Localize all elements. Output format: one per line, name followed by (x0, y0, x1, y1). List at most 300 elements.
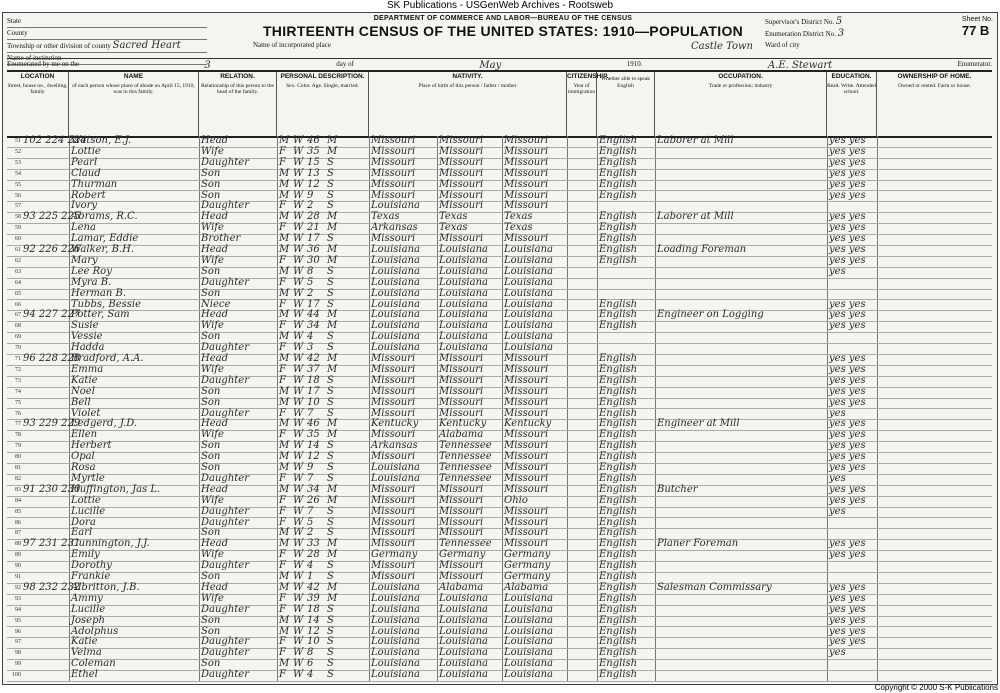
cell-age: 9 (307, 189, 314, 201)
cell-edu: yes yes (829, 189, 866, 201)
cell-lang: English (599, 396, 638, 408)
cell-ms: M (327, 549, 338, 561)
cell-lang: English (599, 244, 638, 255)
cell-lang: English (599, 211, 638, 223)
cell-rel: Head (201, 483, 229, 495)
cell-rel: Daughter (201, 407, 249, 419)
cell-rel: Son (201, 625, 221, 637)
cell-n: 99 (15, 661, 21, 668)
cell-edu: yes yes (829, 462, 866, 473)
cell-edu: yes yes (829, 244, 866, 255)
township-field (7, 40, 207, 53)
cell-fbirth: Texas (439, 211, 468, 223)
cell-mbirth: Missouri (504, 374, 549, 386)
cell-fbirth: Missouri (439, 156, 484, 168)
cell-name: Opal (71, 451, 95, 463)
column-headers (7, 70, 992, 138)
cell-age: 14 (307, 440, 320, 452)
cell-ms: S (327, 462, 334, 473)
cell-fbirth: Missouri (439, 189, 484, 201)
cell-name: Rosa (71, 462, 96, 473)
cell-name: Lena (71, 222, 96, 234)
cell-rel: Son (201, 658, 221, 670)
cell-fbirth: Kentucky (439, 418, 487, 430)
cell-name: Lucille (71, 505, 106, 517)
cell-mbirth: Missouri (504, 527, 549, 539)
cell-ms: S (327, 451, 334, 463)
enumeration-district (765, 28, 993, 40)
cell-name: Pearl (71, 156, 98, 168)
cell-n: 78 (15, 432, 21, 439)
census-sheet (2, 12, 998, 685)
cell-col: W (293, 222, 304, 234)
cell-ms: S (327, 331, 334, 343)
cell-n: 65 (15, 290, 21, 297)
cell-edu: yes (829, 407, 846, 419)
cell-age: 10 (307, 636, 320, 648)
cell-lang: English (599, 440, 638, 452)
cell-age: 36 (307, 244, 320, 255)
cell-age: 7 (307, 472, 314, 484)
cell-rel: Daughter (201, 156, 249, 168)
cell-edu: yes (829, 647, 846, 659)
cell-n: 55 (15, 181, 21, 188)
cell-name: Bell (71, 396, 91, 408)
cell-age: 44 (307, 309, 320, 321)
cell-sex: F (279, 429, 286, 441)
cell-n: 69 (15, 334, 21, 341)
cell-sex: M (279, 538, 290, 550)
cell-mbirth: Louisiana (504, 298, 553, 310)
cell-name: Bradford, A.A. (71, 353, 144, 364)
cell-age: 46 (307, 135, 320, 146)
cell-sex: M (279, 233, 290, 245)
cell-n: 83 (15, 486, 21, 493)
cell-lang: English (599, 527, 638, 539)
cell-fbirth: Missouri (439, 571, 484, 582)
cell-age: 10 (307, 396, 320, 408)
cell-age: 28 (307, 211, 320, 223)
cell-sex: F (279, 505, 286, 517)
cell-ms: M (327, 309, 338, 321)
cell-rel: Head (201, 538, 229, 550)
cell-occ: Salesman Commissary (657, 581, 772, 593)
cell-fbirth: Louisiana (439, 342, 488, 354)
cell-mbirth: Texas (504, 211, 533, 223)
cell-age: 21 (307, 222, 320, 234)
enumeration-label: Enumeration District No. (765, 30, 836, 38)
cell-n: 72 (15, 366, 21, 373)
cell-sex: F (279, 145, 286, 157)
cell-lang: English (599, 658, 638, 670)
cell-col: W (293, 178, 304, 190)
cell-sex: F (279, 560, 286, 572)
cell-edu: yes yes (829, 614, 866, 626)
cell-lang: English (599, 516, 638, 528)
cell-n: 91 (15, 574, 21, 580)
cell-loc: 102 224 224 (23, 135, 87, 146)
cell-name: Lee Roy (71, 265, 112, 277)
cell-mbirth: Missouri (504, 156, 549, 168)
cell-col: W (293, 254, 304, 266)
cell-birth: Missouri (371, 167, 416, 179)
cell-edu: yes yes (829, 625, 866, 637)
cell-sex: M (279, 309, 290, 321)
cell-n: 79 (15, 443, 21, 450)
cell-age: 33 (307, 538, 320, 550)
cell-n: 92 (15, 584, 21, 591)
cell-rel: Daughter (201, 603, 249, 615)
cell-mbirth: Louisiana (504, 636, 553, 648)
cell-fbirth: Missouri (439, 527, 484, 539)
cell-name: Coleman (71, 658, 116, 670)
cell-birth: Louisiana (371, 669, 420, 681)
cell-birth: Kentucky (371, 418, 419, 430)
cell-birth: Louisiana (371, 658, 420, 670)
cell-n: 95 (15, 617, 21, 624)
cell-edu: yes yes (829, 396, 866, 408)
cell-lang: English (599, 462, 638, 473)
cell-rel: Wife (201, 592, 224, 604)
cell-age: 4 (307, 331, 314, 343)
cell-sex: F (279, 222, 286, 234)
cell-mbirth: Missouri (504, 462, 549, 473)
cell-name: Frankie (71, 571, 111, 582)
enumerator-name: A.E. Stewart (767, 60, 833, 71)
cell-n: 59 (15, 225, 21, 232)
cell-rel: Daughter (201, 647, 249, 659)
cell-fbirth: Tennessee (439, 451, 492, 463)
cell-col: W (293, 342, 304, 354)
cell-col: W (293, 625, 304, 637)
cell-birth: Louisiana (371, 200, 420, 212)
cell-age: 17 (307, 298, 320, 310)
cell-fbirth: Louisiana (439, 658, 488, 670)
cell-fbirth: Missouri (439, 483, 484, 495)
cell-sex: F (279, 407, 286, 419)
cell-sex: M (279, 244, 290, 255)
cell-n: 66 (15, 301, 21, 308)
cell-age: 7 (307, 407, 314, 419)
cell-birth: Louisiana (371, 614, 420, 626)
cell-edu: yes yes (829, 233, 866, 245)
ward-label: Ward of city (765, 41, 800, 49)
cell-name: Ivory (71, 200, 98, 212)
cell-lang: English (599, 669, 638, 681)
cell-fbirth: Missouri (439, 385, 484, 397)
cell-birth: Missouri (371, 560, 416, 572)
cell-fbirth: Louisiana (439, 636, 488, 648)
sheet-label: Sheet No. (961, 16, 993, 23)
column-relation: RELATION. Relationship of this person to the head of the family. (199, 72, 277, 136)
county-label: County (7, 29, 28, 37)
department-line: DEPARTMENT OF COMMERCE AND LABOR—BUREAU OF THE CENSUS (373, 15, 633, 22)
cell-mbirth: Louisiana (504, 592, 553, 604)
cell-ms: M (327, 135, 338, 146)
cell-sex: M (279, 625, 290, 637)
cell-mbirth: Louisiana (504, 244, 553, 255)
cell-lang: English (599, 429, 638, 441)
cell-lang: English (599, 472, 638, 484)
column-citizenship: CITIZENSHIP. Year of immigration (567, 72, 597, 136)
cell-n: 81 (15, 465, 21, 471)
cell-col: W (293, 549, 304, 561)
cell-name: Violet (71, 407, 101, 419)
cell-rel: Son (201, 385, 221, 397)
cell-age: 2 (307, 200, 314, 212)
cell-n: 84 (15, 497, 21, 504)
cell-name: Emily (71, 549, 100, 561)
cell-rel: Son (201, 189, 221, 201)
cell-birth: Missouri (371, 145, 416, 157)
cell-sex: F (279, 156, 286, 168)
cell-rel: Head (201, 581, 229, 593)
cell-lang: English (599, 374, 638, 386)
cell-birth: Missouri (371, 233, 416, 245)
cell-age: 15 (307, 156, 320, 168)
cell-name: Vessie (71, 331, 103, 343)
cell-loc: 97 231 231 (23, 538, 81, 550)
cell-lang: English (599, 571, 638, 582)
cell-sex: M (279, 418, 290, 430)
cell-birth: Missouri (371, 178, 416, 190)
cell-col: W (293, 287, 304, 299)
cell-birth: Louisiana (371, 331, 420, 343)
cell-birth: Missouri (371, 396, 416, 408)
cell-col: W (293, 429, 304, 441)
cell-fbirth: Louisiana (439, 614, 488, 626)
cell-lang: English (599, 418, 638, 430)
cell-fbirth: Louisiana (439, 309, 488, 321)
cell-fbirth: Louisiana (439, 331, 488, 343)
cell-lang: English (599, 145, 638, 157)
cell-n: 100 (12, 672, 21, 679)
cell-mbirth: Germany (504, 571, 551, 582)
cell-lang: English (599, 483, 638, 495)
cell-edu: yes yes (829, 353, 866, 364)
cell-col: W (293, 331, 304, 343)
cell-col: W (293, 603, 304, 615)
cell-ms: S (327, 669, 334, 681)
cell-mbirth: Missouri (504, 472, 549, 484)
cell-edu: yes yes (829, 494, 866, 506)
cell-ms: M (327, 592, 338, 604)
cell-ms: M (327, 429, 338, 441)
enumeration-value: 3 (837, 28, 845, 39)
cell-name: Velma (71, 647, 102, 659)
cell-name: Walker, B.H. (71, 244, 135, 255)
cell-occ: Engineer on Logging (657, 309, 764, 321)
cell-rel: Daughter (201, 472, 249, 484)
cell-loc: 93 229 229 (23, 418, 81, 430)
cell-col: W (293, 527, 304, 539)
cell-name: Lucille (71, 603, 106, 615)
cell-rel: Son (201, 571, 221, 582)
cell-birth: Arkansas (371, 222, 418, 234)
cell-col: W (293, 669, 304, 681)
cell-name: Lottie (71, 145, 101, 157)
cell-rel: Daughter (201, 636, 249, 648)
cell-sex: F (279, 254, 286, 266)
table-row (7, 670, 992, 682)
cell-fbirth: Missouri (439, 396, 484, 408)
cell-rel: Brother (201, 233, 241, 245)
cell-birth: Germany (371, 549, 418, 561)
cell-sex: M (279, 178, 290, 190)
cell-lang: English (599, 560, 638, 572)
cell-ms: M (327, 483, 338, 495)
cell-ms: S (327, 614, 334, 626)
cell-ms: M (327, 353, 338, 364)
column-language: Whether able to speak English (597, 72, 655, 136)
cell-name: Ammy (71, 592, 103, 604)
cell-rel: Daughter (201, 505, 249, 517)
cell-lang: English (599, 494, 638, 506)
cell-rel: Son (201, 265, 221, 277)
incorporated-place-line (253, 41, 753, 52)
state-field (7, 16, 207, 28)
cell-sex: F (279, 342, 286, 354)
cell-birth: Louisiana (371, 636, 420, 648)
cell-rel: Son (201, 440, 221, 452)
cell-mbirth: Louisiana (504, 647, 553, 659)
cell-edu: yes yes (829, 167, 866, 179)
cell-ms: S (327, 636, 334, 648)
cell-birth: Missouri (371, 407, 416, 419)
cell-fbirth: Missouri (439, 560, 484, 572)
cell-n: 57 (15, 203, 21, 210)
cell-ms: S (327, 658, 334, 670)
cell-sex: F (279, 276, 286, 288)
cell-ms: M (327, 494, 338, 506)
cell-edu: yes yes (829, 483, 866, 495)
cell-name: Susie (71, 320, 99, 332)
cell-ms: S (327, 440, 334, 452)
cell-age: 14 (307, 614, 320, 626)
cell-lang: English (599, 309, 638, 321)
cell-birth: Missouri (371, 385, 416, 397)
cell-mbirth: Missouri (504, 407, 549, 419)
cell-fbirth: Missouri (439, 494, 484, 506)
cell-sex: M (279, 331, 290, 343)
cell-birth: Louisiana (371, 309, 420, 321)
cell-rel: Wife (201, 222, 224, 234)
supervisor-label: Supervisor's District No. (765, 18, 835, 26)
cell-rel: Daughter (201, 374, 249, 386)
cell-col: W (293, 276, 304, 288)
cell-rel: Head (201, 309, 229, 321)
cell-name: Katie (71, 374, 98, 386)
cell-fbirth: Louisiana (439, 244, 488, 255)
cell-mbirth: Missouri (504, 189, 549, 201)
cell-rel: Son (201, 614, 221, 626)
cell-rel: Son (201, 527, 221, 539)
cell-age: 18 (307, 603, 320, 615)
cell-col: W (293, 309, 304, 321)
cell-ms: S (327, 603, 334, 615)
cell-loc: 93 225 225 (23, 211, 81, 223)
cell-name: Huffington, Jas L. (71, 483, 161, 495)
cell-age: 39 (307, 592, 320, 604)
column-occupation: OCCUPATION. Trade or profession; industry (655, 72, 827, 136)
cell-n: 76 (15, 410, 21, 417)
cell-rel: Son (201, 462, 221, 473)
cell-name: Claud (71, 167, 101, 179)
cell-ms: M (327, 418, 338, 430)
cell-col: W (293, 462, 304, 473)
cell-col: W (293, 418, 304, 430)
cell-ms: S (327, 407, 334, 419)
cell-birth: Louisiana (371, 603, 420, 615)
cell-col: W (293, 374, 304, 386)
cell-sex: M (279, 265, 290, 277)
cell-rel: Son (201, 287, 221, 299)
cell-lang: English (599, 254, 638, 266)
cell-col: W (293, 516, 304, 528)
cell-n: 53 (15, 159, 21, 166)
cell-birth: Missouri (371, 189, 416, 201)
cell-age: 42 (307, 353, 320, 364)
cell-col: W (293, 440, 304, 452)
cell-fbirth: Tennessee (439, 440, 492, 452)
enumerated-day: 3 (204, 60, 211, 71)
cell-n: 74 (15, 388, 21, 395)
cell-rel: Daughter (201, 342, 249, 354)
cell-sex: F (279, 298, 286, 310)
cell-lang: English (599, 363, 638, 375)
cell-birth: Missouri (371, 516, 416, 528)
cell-age: 34 (307, 483, 320, 495)
ward-field (765, 40, 993, 51)
cell-fbirth: Alabama (439, 429, 484, 441)
cell-edu: yes yes (829, 592, 866, 604)
cell-rel: Daughter (201, 200, 249, 212)
cell-fbirth: Louisiana (439, 254, 488, 266)
cell-col: W (293, 265, 304, 277)
cell-age: 35 (307, 429, 320, 441)
cell-n: 93 (15, 595, 21, 602)
cell-mbirth: Kentucky (504, 418, 552, 430)
state-label: State (7, 17, 21, 25)
cell-rel: Head (201, 211, 229, 223)
cell-fbirth: Missouri (439, 178, 484, 190)
cell-sex: F (279, 363, 286, 375)
cell-sex: F (279, 200, 286, 212)
cell-edu: yes (829, 505, 846, 517)
cell-sex: F (279, 669, 286, 681)
cell-fbirth: Louisiana (439, 669, 488, 681)
cell-birth: Louisiana (371, 276, 420, 288)
cell-name: Ellen (71, 429, 98, 441)
cell-rel: Wife (201, 429, 224, 441)
cell-age: 4 (307, 669, 314, 681)
cell-n: 88 (15, 541, 21, 548)
cell-fbirth: Louisiana (439, 298, 488, 310)
cell-fbirth: Germany (439, 549, 486, 561)
cell-edu: yes yes (829, 451, 866, 463)
cell-sex: M (279, 211, 290, 223)
cell-sex: F (279, 603, 286, 615)
cell-sex: F (279, 374, 286, 386)
cell-fbirth: Tennessee (439, 538, 492, 550)
cell-occ: Butcher (657, 483, 698, 495)
cell-sex: M (279, 614, 290, 626)
cell-edu: yes yes (829, 549, 866, 561)
cell-name: Lamar, Eddie (71, 233, 139, 245)
cell-fbirth: Missouri (439, 233, 484, 245)
cell-occ: Engineer at Mill (657, 418, 740, 430)
cell-name: Potter, Sam (71, 309, 130, 321)
